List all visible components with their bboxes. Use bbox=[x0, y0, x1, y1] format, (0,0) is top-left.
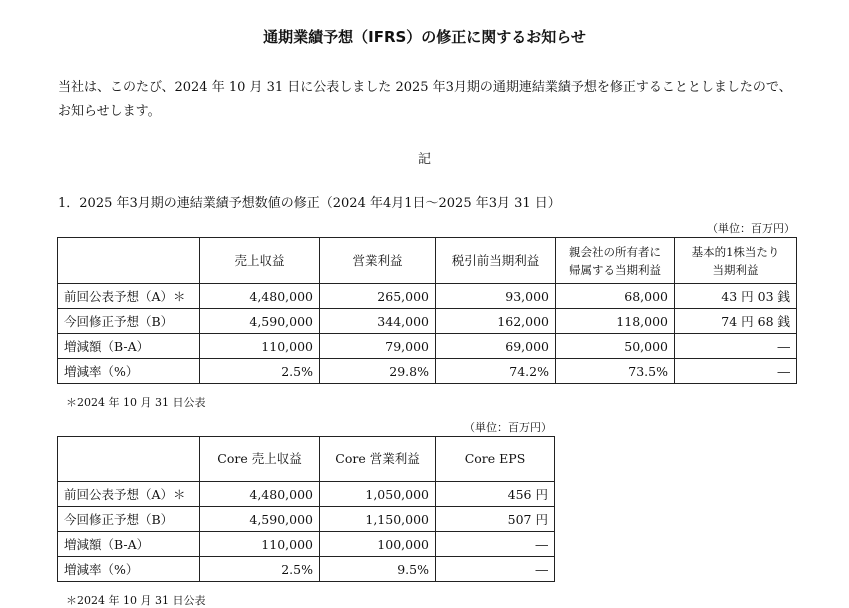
row-label: 増減率（%） bbox=[58, 557, 200, 582]
table-cell: 456 円 bbox=[436, 482, 555, 507]
header-line: 基本的1株当たり bbox=[691, 244, 780, 259]
table-cell: 4,590,000 bbox=[200, 309, 320, 334]
header-cell-pretax-profit: 税引前当期利益 bbox=[436, 238, 556, 284]
ki-heading: 記 bbox=[417, 152, 431, 167]
table-cell: 29.8% bbox=[320, 359, 436, 384]
table-cell: 74.2% bbox=[436, 359, 556, 384]
table-cell: 68,000 bbox=[556, 284, 675, 309]
row-label: 前回公表予想（A）＊ bbox=[58, 482, 200, 507]
table-cell: 93,000 bbox=[436, 284, 556, 309]
intro-paragraph: 当社は、このたび、2024 年 10 月 31 日に公表しました 2025 年3月期の通期連結業績予想を修正することとしましたので、お知らせします。 bbox=[58, 80, 792, 119]
table-row bbox=[58, 334, 797, 359]
row-label: 今回修正予想（B） bbox=[58, 507, 200, 532]
table-cell: 69,000 bbox=[436, 334, 556, 359]
page-title: 通期業績予想（IFRS）の修正に関するお知らせ bbox=[263, 28, 586, 46]
row-label: 増減額（B-A） bbox=[58, 532, 200, 557]
table-cell: 4,480,000 bbox=[200, 284, 320, 309]
section-heading: 1．2025 年3月期の連結業績予想数値の修正（2024 年4月1日～2025 年3月 31 日） bbox=[58, 196, 561, 211]
table-row bbox=[58, 309, 797, 334]
table-cell: 344,000 bbox=[320, 309, 436, 334]
table-cell: 2.5% bbox=[200, 359, 320, 384]
unit-label: （単位：百万円） bbox=[707, 222, 795, 235]
footnote: ＊2024 年 10 月 31 日公表 bbox=[66, 396, 206, 409]
header-line: 帰属する当期利益 bbox=[569, 262, 661, 277]
unit-label: （単位：百万円） bbox=[464, 421, 552, 434]
table-cell: 100,000 bbox=[320, 532, 436, 557]
header-cell-core-eps: Core EPS bbox=[436, 437, 555, 482]
table-cell: 79,000 bbox=[320, 334, 436, 359]
header-cell-net-profit bbox=[556, 238, 675, 284]
table-cell: 73.5% bbox=[556, 359, 675, 384]
header-cell-core-operating-profit: Core 営業利益 bbox=[320, 437, 436, 482]
table-row bbox=[58, 532, 555, 557]
table-row bbox=[58, 359, 797, 384]
header-cell-empty bbox=[58, 437, 200, 482]
table-header-row bbox=[58, 238, 797, 284]
header-line: 親会社の所有者に bbox=[569, 244, 661, 259]
table-cell: 4,480,000 bbox=[200, 482, 320, 507]
forecast-table bbox=[57, 237, 797, 384]
row-label: 今回修正予想（B） bbox=[58, 309, 200, 334]
table-cell: 265,000 bbox=[320, 284, 436, 309]
table-cell: ― bbox=[436, 532, 555, 557]
table-cell: 507 円 bbox=[436, 507, 555, 532]
footnote: ＊2024 年 10 月 31 日公表 bbox=[66, 594, 206, 607]
table-cell: 110,000 bbox=[200, 532, 320, 557]
table-cell: ― bbox=[436, 557, 555, 582]
table-row bbox=[58, 557, 555, 582]
table-cell: 110,000 bbox=[200, 334, 320, 359]
header-cell-core-revenue: Core 売上収益 bbox=[200, 437, 320, 482]
table-cell: 43 円 03 銭 bbox=[675, 284, 797, 309]
header-cell-eps bbox=[675, 238, 797, 284]
table-cell: 4,590,000 bbox=[200, 507, 320, 532]
row-label: 増減額（B-A） bbox=[58, 334, 200, 359]
core-forecast-table bbox=[57, 436, 555, 582]
header-cell-revenue: 売上収益 bbox=[200, 238, 320, 284]
row-label: 増減率（%） bbox=[58, 359, 200, 384]
table-cell: 162,000 bbox=[436, 309, 556, 334]
header-cell-empty bbox=[58, 238, 200, 284]
table-cell: 9.5% bbox=[320, 557, 436, 582]
table-cell: ― bbox=[675, 334, 797, 359]
table-cell: 118,000 bbox=[556, 309, 675, 334]
table-row bbox=[58, 507, 555, 532]
table-cell: 50,000 bbox=[556, 334, 675, 359]
header-line: 当期利益 bbox=[712, 262, 759, 277]
table-cell: 1,150,000 bbox=[320, 507, 436, 532]
row-label: 前回公表予想（A）＊ bbox=[58, 284, 200, 309]
table-cell: ― bbox=[675, 359, 797, 384]
table-cell: 1,050,000 bbox=[320, 482, 436, 507]
table-cell: 74 円 68 銭 bbox=[675, 309, 797, 334]
header-cell-operating-profit: 営業利益 bbox=[320, 238, 436, 284]
table-header-row bbox=[58, 437, 555, 482]
table-row bbox=[58, 482, 555, 507]
table-cell: 2.5% bbox=[200, 557, 320, 582]
table-row bbox=[58, 284, 797, 309]
